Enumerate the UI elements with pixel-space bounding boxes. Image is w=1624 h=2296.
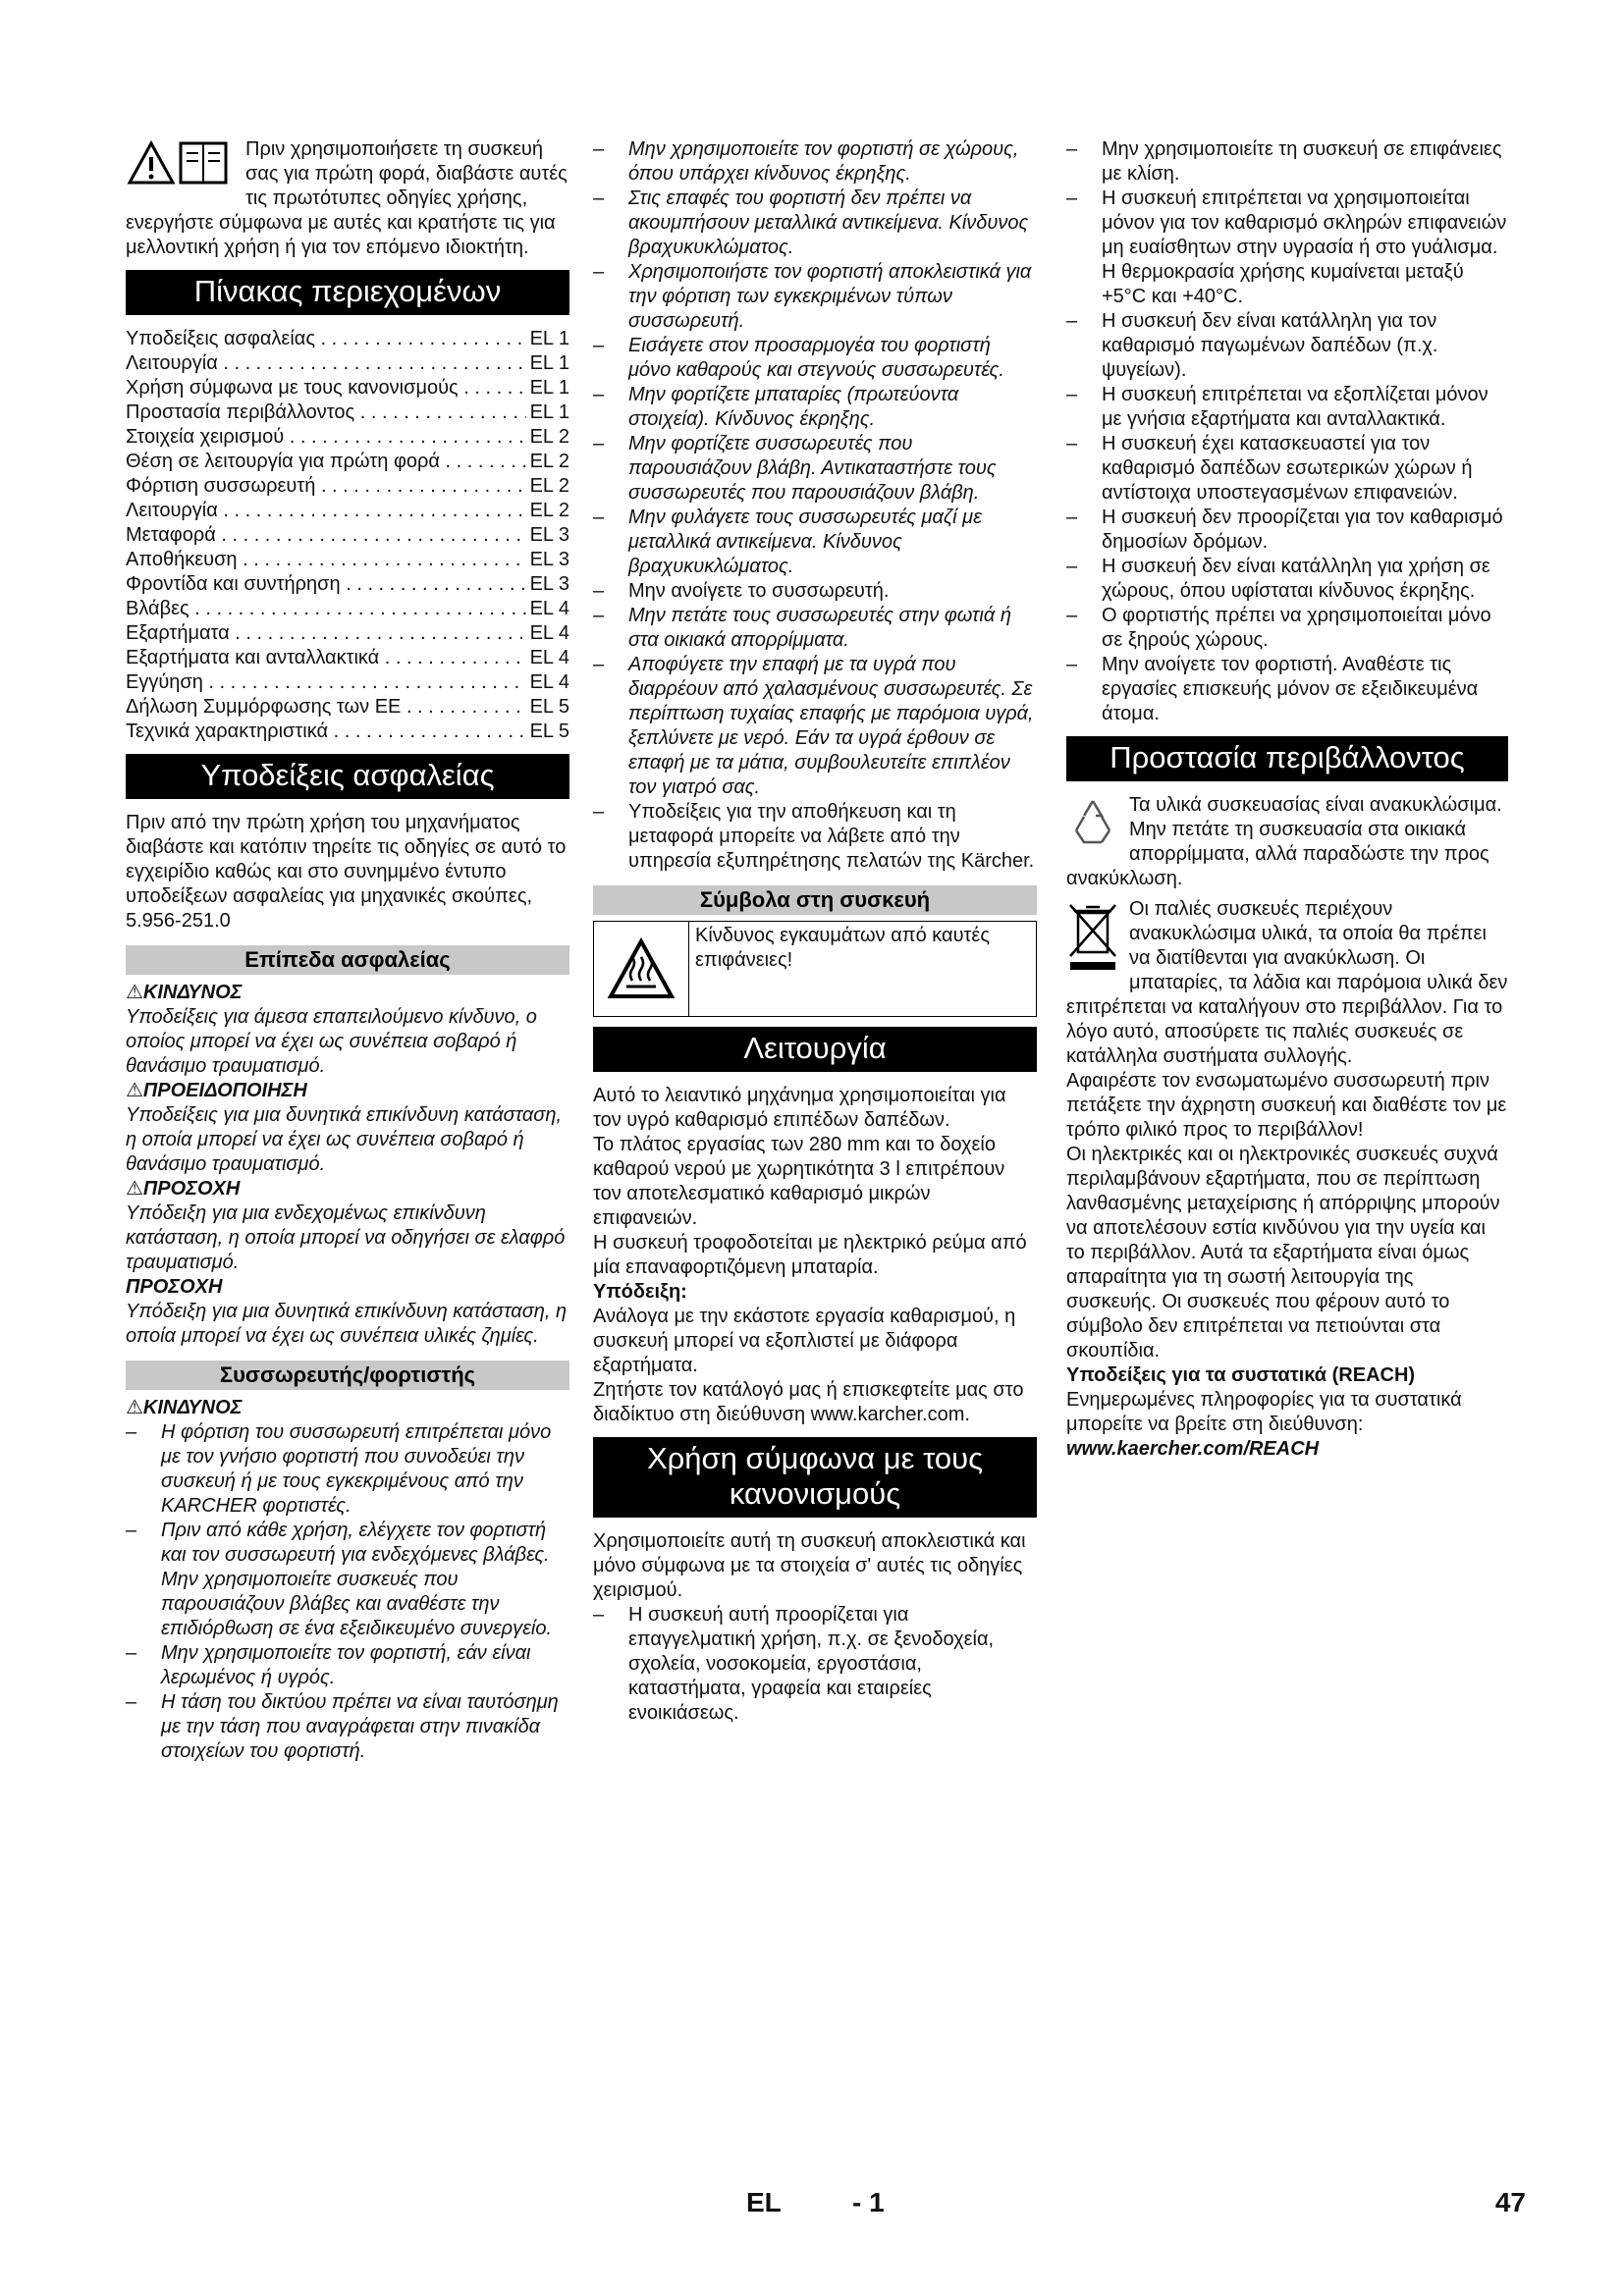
safety-intro: Πριν από την πρώτη χρήση του μηχανήματος διαβάστε και κατόπιν τηρείτε τις οδηγίες σε αυτό το εγχειρίδιο καθώς και στο συνημμένο έντυπο υποδείξεων ασφαλείας για μηχανικές σκούπες, 5.956-251.0 xyxy=(126,812,567,932)
toc-row xyxy=(126,450,569,474)
toc-row xyxy=(126,670,569,695)
list-item: – Η συσκευή επιτρέπεται να χρησιμοποιείται μόνον για τον καθαρισμό σκληρών επιφανειών μη ευαίσθητων στην υγρασία ή στο γυάλισμα. xyxy=(1066,187,1507,258)
warning-manual-icon xyxy=(126,137,238,188)
column-right xyxy=(1066,137,1508,1462)
toc-entry-title: Φόρτιση συσσωρευτή . . . xyxy=(126,474,526,499)
crossed-bin-icon xyxy=(1066,899,1119,976)
toc-entry-page: EL 5 xyxy=(529,696,569,718)
symbol-table xyxy=(593,921,1037,1017)
toc-entry-page: EL 1 xyxy=(529,352,569,374)
toc-title: Πίνακας περιεχομένων xyxy=(126,270,569,315)
list-item: – Μην φορτίζετε συσσωρευτές που παρουσιάζουν βλάβη. Αντικαταστήστε τους συσσωρευτές που παρουσιάζουν βλάβη. xyxy=(593,433,997,504)
recycle-icon xyxy=(1066,795,1119,848)
hot-surface-icon xyxy=(594,922,689,1016)
toc-row xyxy=(126,327,569,351)
toc-row xyxy=(126,548,569,572)
toc-entry-title: Υποδείξεις ασφαλείας . . . xyxy=(126,327,526,351)
caution-label: ⚠ΠΡΟΣΟΧΗ xyxy=(126,1178,241,1200)
reach-title: Υποδείξεις για τα συστατικά (REACH) xyxy=(1066,1364,1416,1386)
safety-levels-title: Επίπεδα ασφαλείας xyxy=(126,945,569,975)
toc-entry-page: EL 4 xyxy=(529,647,569,668)
toc-entry-page: EL 4 xyxy=(529,598,569,619)
list-item: – Η συσκευή δεν είναι κατάλληλη για τον καθαρισμό παγωμένων δαπέδων (π.χ. ψυγείων). xyxy=(1066,310,1438,381)
hot-surface-text: Κίνδυνος εγκαυμάτων από καυτές επιφάνειες! xyxy=(695,925,990,971)
list-item: – Η συσκευή δεν προορίζεται για τον καθαρισμό δημοσίων δρόμων. xyxy=(1066,507,1503,553)
toc-row xyxy=(126,400,569,425)
list-item: – Η συσκευή αυτή προορίζεται για επαγγελματική χρήση, π.χ. σε ξενοδοχεία, σχολεία, νοσοκομεία, εργοστάσια, καταστήματα, γραφεία και εταιρείες ενοικιάσεως. xyxy=(593,1604,995,1724)
list-item: – Χρησιμοποιήστε τον φορτιστή αποκλειστικά για την φόρτιση των εγκεκριμένων τύπων συσσωρευτή. xyxy=(593,261,1032,332)
toc-entry-page: EL 1 xyxy=(529,328,569,349)
toc-entry-title: Εξαρτήματα και ανταλλακτικά . . . xyxy=(126,646,526,670)
toc-entry-page: EL 2 xyxy=(529,500,569,521)
list-item: – Μην πετάτε τους συσσωρευτές στην φωτιά ή στα οικιακά απορρίμματα. xyxy=(593,605,1011,651)
toc-entry-page: EL 2 xyxy=(529,426,569,448)
toc-row xyxy=(126,376,569,400)
toc-row xyxy=(126,499,569,523)
toc-row xyxy=(126,474,569,499)
toc-entry-title: Εξαρτήματα . . . xyxy=(126,621,526,646)
list-item: – Η συσκευή δεν είναι κατάλληλη για χρήση σε χώρους, όπου υφίσταται κίνδυνος έκρηξης. xyxy=(1066,556,1490,602)
toc-row xyxy=(126,646,569,670)
toc-row xyxy=(126,597,569,621)
toc-entry-page: EL 3 xyxy=(529,549,569,570)
toc-entry-title: Τεχνικά χαρακτηριστικά . . . xyxy=(126,720,526,744)
list-item: – Η συσκευή επιτρέπεται να εξοπλίζεται μόνον με γνήσια εξαρτήματα και ανταλλακτικά. xyxy=(1066,384,1489,430)
toc-entry-title: Φροντίδα και συντήρηση . . . xyxy=(126,572,526,597)
electronics-text: Οι ηλεκτρικές και οι ηλεκτρονικές συσκευές συχνά περιλαμβάνουν εξαρτήματα, που σε περίπτωση λανθασμένης μεταχείρισης ή απόρριψης μπορούν να αποτελέσουν εστία κινδύνου για την υγεία και το περιβάλλον. Αυτά τα εξαρτήματα είναι όμως απαραίτητα για τη σωστή λειτουργία της συσκευής. Οι συσκευές που φέρουν αυτό το σύμβολο δεν επιτρέπεται να πετιούνται στα σκουπίδια. xyxy=(1066,1144,1500,1362)
list-item: – Η τάση του δικτύου πρέπει να είναι ταυτόσημη με την τάση που αναγράφεται στην πινακίδα στοιχείων του φορτιστή. xyxy=(126,1691,559,1762)
list-item: – Αποφύγετε την επαφή με τα υγρά που διαρρέουν από χαλασμένους συσσωρευτές. Σε περίπτωση τυχαίας επαφής με παρόμοια υγρά, ξεπλύνετε με νερό. Εάν τα υγρά έρθουν σε επαφή με τα μάτια, συμβουλευτείτε επιπλέον τον γιατρό σας. xyxy=(593,654,1034,798)
list-item: – Μην φορτίζετε μπαταρίες (πρωτεύοντα στοιχεία). Κίνδυνος έκρηξης. xyxy=(593,384,959,430)
reach-link[interactable]: www.kaercher.com/REACH xyxy=(1066,1438,1320,1460)
list-item: – Μην χρησιμοποιείτε τον φορτιστή, εάν είναι λερωμένος ή υγρός. xyxy=(126,1642,531,1688)
operation-title: Λειτουργία xyxy=(593,1027,1037,1072)
safety-title: Υποδείξεις ασφαλείας xyxy=(126,754,569,799)
catalog-text: Ζητήστε τον κατάλογό μας ή επισκεφτείτε μας στο διαδίκτυο στη διεύθυνση www.karcher.com. xyxy=(593,1379,1024,1425)
toc-row xyxy=(126,425,569,450)
remove-battery-text: Αφαιρέστε τον ενσωματωμένο συσσωρευτή πριν πετάξετε την άχρηστη συσκευή και διαθέστε τον με τρόπο φιλικό προς το περιβάλλον! xyxy=(1066,1070,1507,1141)
list-item: – Μην χρησιμοποιείτε τον φορτιστή σε χώρους, όπου υπάρχει κίνδυνος έκρηξης. xyxy=(593,138,1019,185)
toc-row xyxy=(126,351,569,376)
attention-label: ΠΡΟΣΟΧΗ xyxy=(126,1276,223,1298)
toc-entry-title: Λειτουργία . . . xyxy=(126,499,526,523)
attention-text: Υπόδειξη για μια δυνητικά επικίνδυνη κατάσταση, η οποία μπορεί να έχει ως συνέπεια υλικές ζημίες. xyxy=(126,1301,568,1347)
column-middle xyxy=(593,137,1037,1726)
table-of-contents xyxy=(126,327,569,744)
note-label: Υπόδειξη: xyxy=(593,1281,687,1303)
list-item: – Μην χρησιμοποιείτε τη συσκευή σε επιφάνειες με κλίση. xyxy=(1066,138,1502,185)
list-item: – Η συσκευή έχει κατασκευαστεί για τον καθαρισμό δαπέδων εσωτερικών χώρων ή αντίστοιχα υποστεγασμένων επιφανειών. xyxy=(1066,433,1473,504)
intro-block xyxy=(126,137,569,260)
toc-entry-page: EL 5 xyxy=(529,721,569,742)
list-item: – Μην ανοίγετε το συσσωρευτή. xyxy=(593,580,890,602)
temperature-note: Η θερμοκρασία χρήσης κυμαίνεται μεταξύ +5°C και +40°C. xyxy=(1102,261,1464,307)
toc-entry-page: EL 4 xyxy=(529,622,569,644)
list-item: – Εισάγετε στον προσαρμογέα του φορτιστή μόνο καθαρούς και στεγνούς συσσωρευτές. xyxy=(593,335,1004,381)
toc-entry-title: Χρήση σύμφωνα με τους κανονισμούς . . . xyxy=(126,376,526,400)
toc-entry-page: EL 2 xyxy=(529,451,569,472)
list-item: – Μην ανοίγετε τον φορτιστή. Αναθέστε τις εργασίες επισκευής μόνον σε εξειδικευμένα άτομα. xyxy=(1066,654,1479,724)
packaging-block xyxy=(1066,793,1508,891)
note-text: Ανάλογα με την εκάστοτε εργασία καθαρισμού, η συσκευή μπορεί να εξοπλιστεί με διάφορα εξαρτήματα. xyxy=(593,1306,1016,1376)
old-devices-text: Οι παλιές συσκευές περιέχουν ανακυκλώσιμα υλικά, τα οποία θα πρέπει να διατίθενται για ανακύκλωση. Οι μπαταρίες, τα λάδια και παρόμοια υλικά δεν επιτρέπεται να καταλήγουν στο περιβάλλον. Για το λόγο αυτό, αποσύρετε τις παλιές συσκευές σε κατάλληλα συστήματα συλλογής. xyxy=(1066,898,1508,1067)
footer-section-number: - 1 xyxy=(852,2187,885,2217)
list-item: – Ο φορτιστής πρέπει να χρησιμοποιείται μόνο σε ξηρούς χώρους. xyxy=(1066,605,1491,651)
toc-entry-title: Αποθήκευση . . . xyxy=(126,548,526,572)
list-item: – Μην φυλάγετε τους συσσωρευτές μαζί με μεταλλικά αντικείμενα. Κίνδυνος βραχυκυκλώματος. xyxy=(593,507,982,577)
toc-entry-page: EL 3 xyxy=(529,524,569,546)
proper-use-intro: Χρησιμοποιείτε αυτή τη συσκευή αποκλειστικά και μόνο σύμφωνα με τα στοιχεία σ' αυτές τις οδηγίες χειρισμού. xyxy=(593,1530,1026,1601)
list-item: – Υποδείξεις για την αποθήκευση και τη μεταφορά μπορείτε να λάβετε από την υπηρεσία εξυπηρέτησης πελατών της Kärcher. xyxy=(593,801,1035,872)
battery-charger-title: Συσσωρευτής/φορτιστής xyxy=(126,1361,569,1390)
intro-text: Πριν χρησιμοποιήσετε τη συσκευή σας για πρώτη φορά, διαβάστε αυτές τις πρωτότυπες οδηγίες χρήσης, ενεργήστε σύμφωνα με αυτές και κρατήστε τις για μελλοντική χρήση ή για τον επόμενο ιδιοκτήτη. xyxy=(126,138,568,258)
battery-danger-label: ⚠ΚΙΝΔΥΝΟΣ xyxy=(126,1397,243,1418)
toc-row xyxy=(126,523,569,548)
footer-language: EL xyxy=(746,2187,782,2217)
toc-entry-page: EL 3 xyxy=(529,573,569,595)
list-item: – Στις επαφές του φορτιστή δεν πρέπει να ακουμπήσουν μεταλλικά αντικείμενα. Κίνδυνος βραχυκυκλώματος. xyxy=(593,187,1029,258)
toc-entry-title: Θέση σε λειτουργία για πρώτη φορά . . . xyxy=(126,450,526,474)
toc-entry-title: Δήλωση Συμμόρφωσης των ΕΕ . . . xyxy=(126,695,526,720)
danger-text: Υποδείξεις για άμεσα επαπειλούμενο κίνδυνο, ο οποίος μπορεί να έχει ως συνέπεια σοβαρό ή θανάσιμο τραυματισμό. xyxy=(126,1006,537,1077)
battery-list-continued xyxy=(593,137,1037,874)
toc-entry-title: Προστασία περιβάλλοντος . . . xyxy=(126,400,526,425)
warning-text: Υποδείξεις για μια δυνητικά επικίνδυνη κατάσταση, η οποία μπορεί να έχει ως συνέπεια σοβαρό ή θανάσιμο τραυματισμό. xyxy=(126,1104,562,1175)
warning-label: ⚠ΠΡΟΕΙΔΟΠΟΙΗΣΗ xyxy=(126,1080,307,1101)
caution-text: Υπόδειξη για μια ενδεχομένως επικίνδυνη κατάσταση, η οποία μπορεί να οδηγήσει σε ελαφρό τραυματισμό. xyxy=(126,1202,566,1273)
toc-entry-title: Στοιχεία χειρισμού . . . xyxy=(126,425,526,450)
toc-row xyxy=(126,621,569,646)
packaging-text: Τα υλικά συσκευασίας είναι ανακυκλώσιμα. Μην πετάτε τη συσκευασία στα οικιακά απορρίμματα, αλλά παραδώστε την προς ανακύκλωση. xyxy=(1066,794,1502,889)
toc-row xyxy=(126,695,569,720)
danger-label: ⚠ΚΙΝΔΥΝΟΣ xyxy=(126,982,243,1003)
old-devices-block xyxy=(1066,897,1508,1069)
toc-row xyxy=(126,720,569,744)
toc-entry-title: Μεταφορά . . . xyxy=(126,523,526,548)
page-number: 47 xyxy=(1494,2187,1526,2217)
toc-entry-page: EL 4 xyxy=(529,671,569,693)
toc-entry-title: Εγγύηση . . . xyxy=(126,670,526,695)
device-symbols-title: Σύμβολα στη συσκευή xyxy=(593,885,1037,915)
toc-entry-page: EL 2 xyxy=(529,475,569,497)
toc-entry-page: EL 1 xyxy=(529,377,569,399)
operation-text-3: Η συσκευή τροφοδοτείται με ηλεκτρικό ρεύμα από μία επαναφορτιζόμενη μπαταρία. xyxy=(593,1232,1027,1278)
operation-text-1: Αυτό το λειαντικό μηχάνημα χρησιμοποιείται για τον υγρό καθαρισμό επιπέδων δαπέδων. xyxy=(593,1085,1006,1131)
list-item: – Η φόρτιση του συσσωρευτή επιτρέπεται μόνο με τον γνήσιο φορτιστή που συνοδεύει την συσκευή ή με τους εγκεκριμένους από την KARCHER φορτιστές. xyxy=(126,1421,552,1517)
battery-list xyxy=(126,1420,569,1764)
proper-use-list xyxy=(1066,137,1508,726)
reach-text: Ενημερωμένες πληροφορίες για τα συστατικά μπορείτε να βρείτε στη διεύθυνση: xyxy=(1066,1389,1462,1435)
proper-use-title: Χρήση σύμφωνα με τους κανονισμούς xyxy=(593,1437,1037,1518)
toc-entry-title: Βλάβες . . . xyxy=(126,597,526,621)
environment-title: Προστασία περιβάλλοντος xyxy=(1066,736,1508,781)
toc-entry-title: Λειτουργία . . . xyxy=(126,351,526,376)
toc-entry-page: EL 1 xyxy=(529,401,569,423)
list-item: – Πριν από κάθε χρήση, ελέγχετε τον φορτιστή και τον συσσωρευτή για ενδεχόμενες βλάβες. Μην χρησιμοποιείτε συσκευές που παρουσιάζουν βλάβες και αναθέστε την επιδιόρθωση σε ένα εξειδικευμένο συνεργείο. xyxy=(126,1520,553,1639)
operation-text-2: Το πλάτος εργασίας των 280 mm και το δοχείο καθαρού νερού με χωρητικότητα 3 l επιτρέπουν τον αποτελεσματικό καθαρισμό μικρών επιφανειών. xyxy=(593,1134,1005,1229)
column-left xyxy=(126,137,569,1764)
toc-row xyxy=(126,572,569,597)
